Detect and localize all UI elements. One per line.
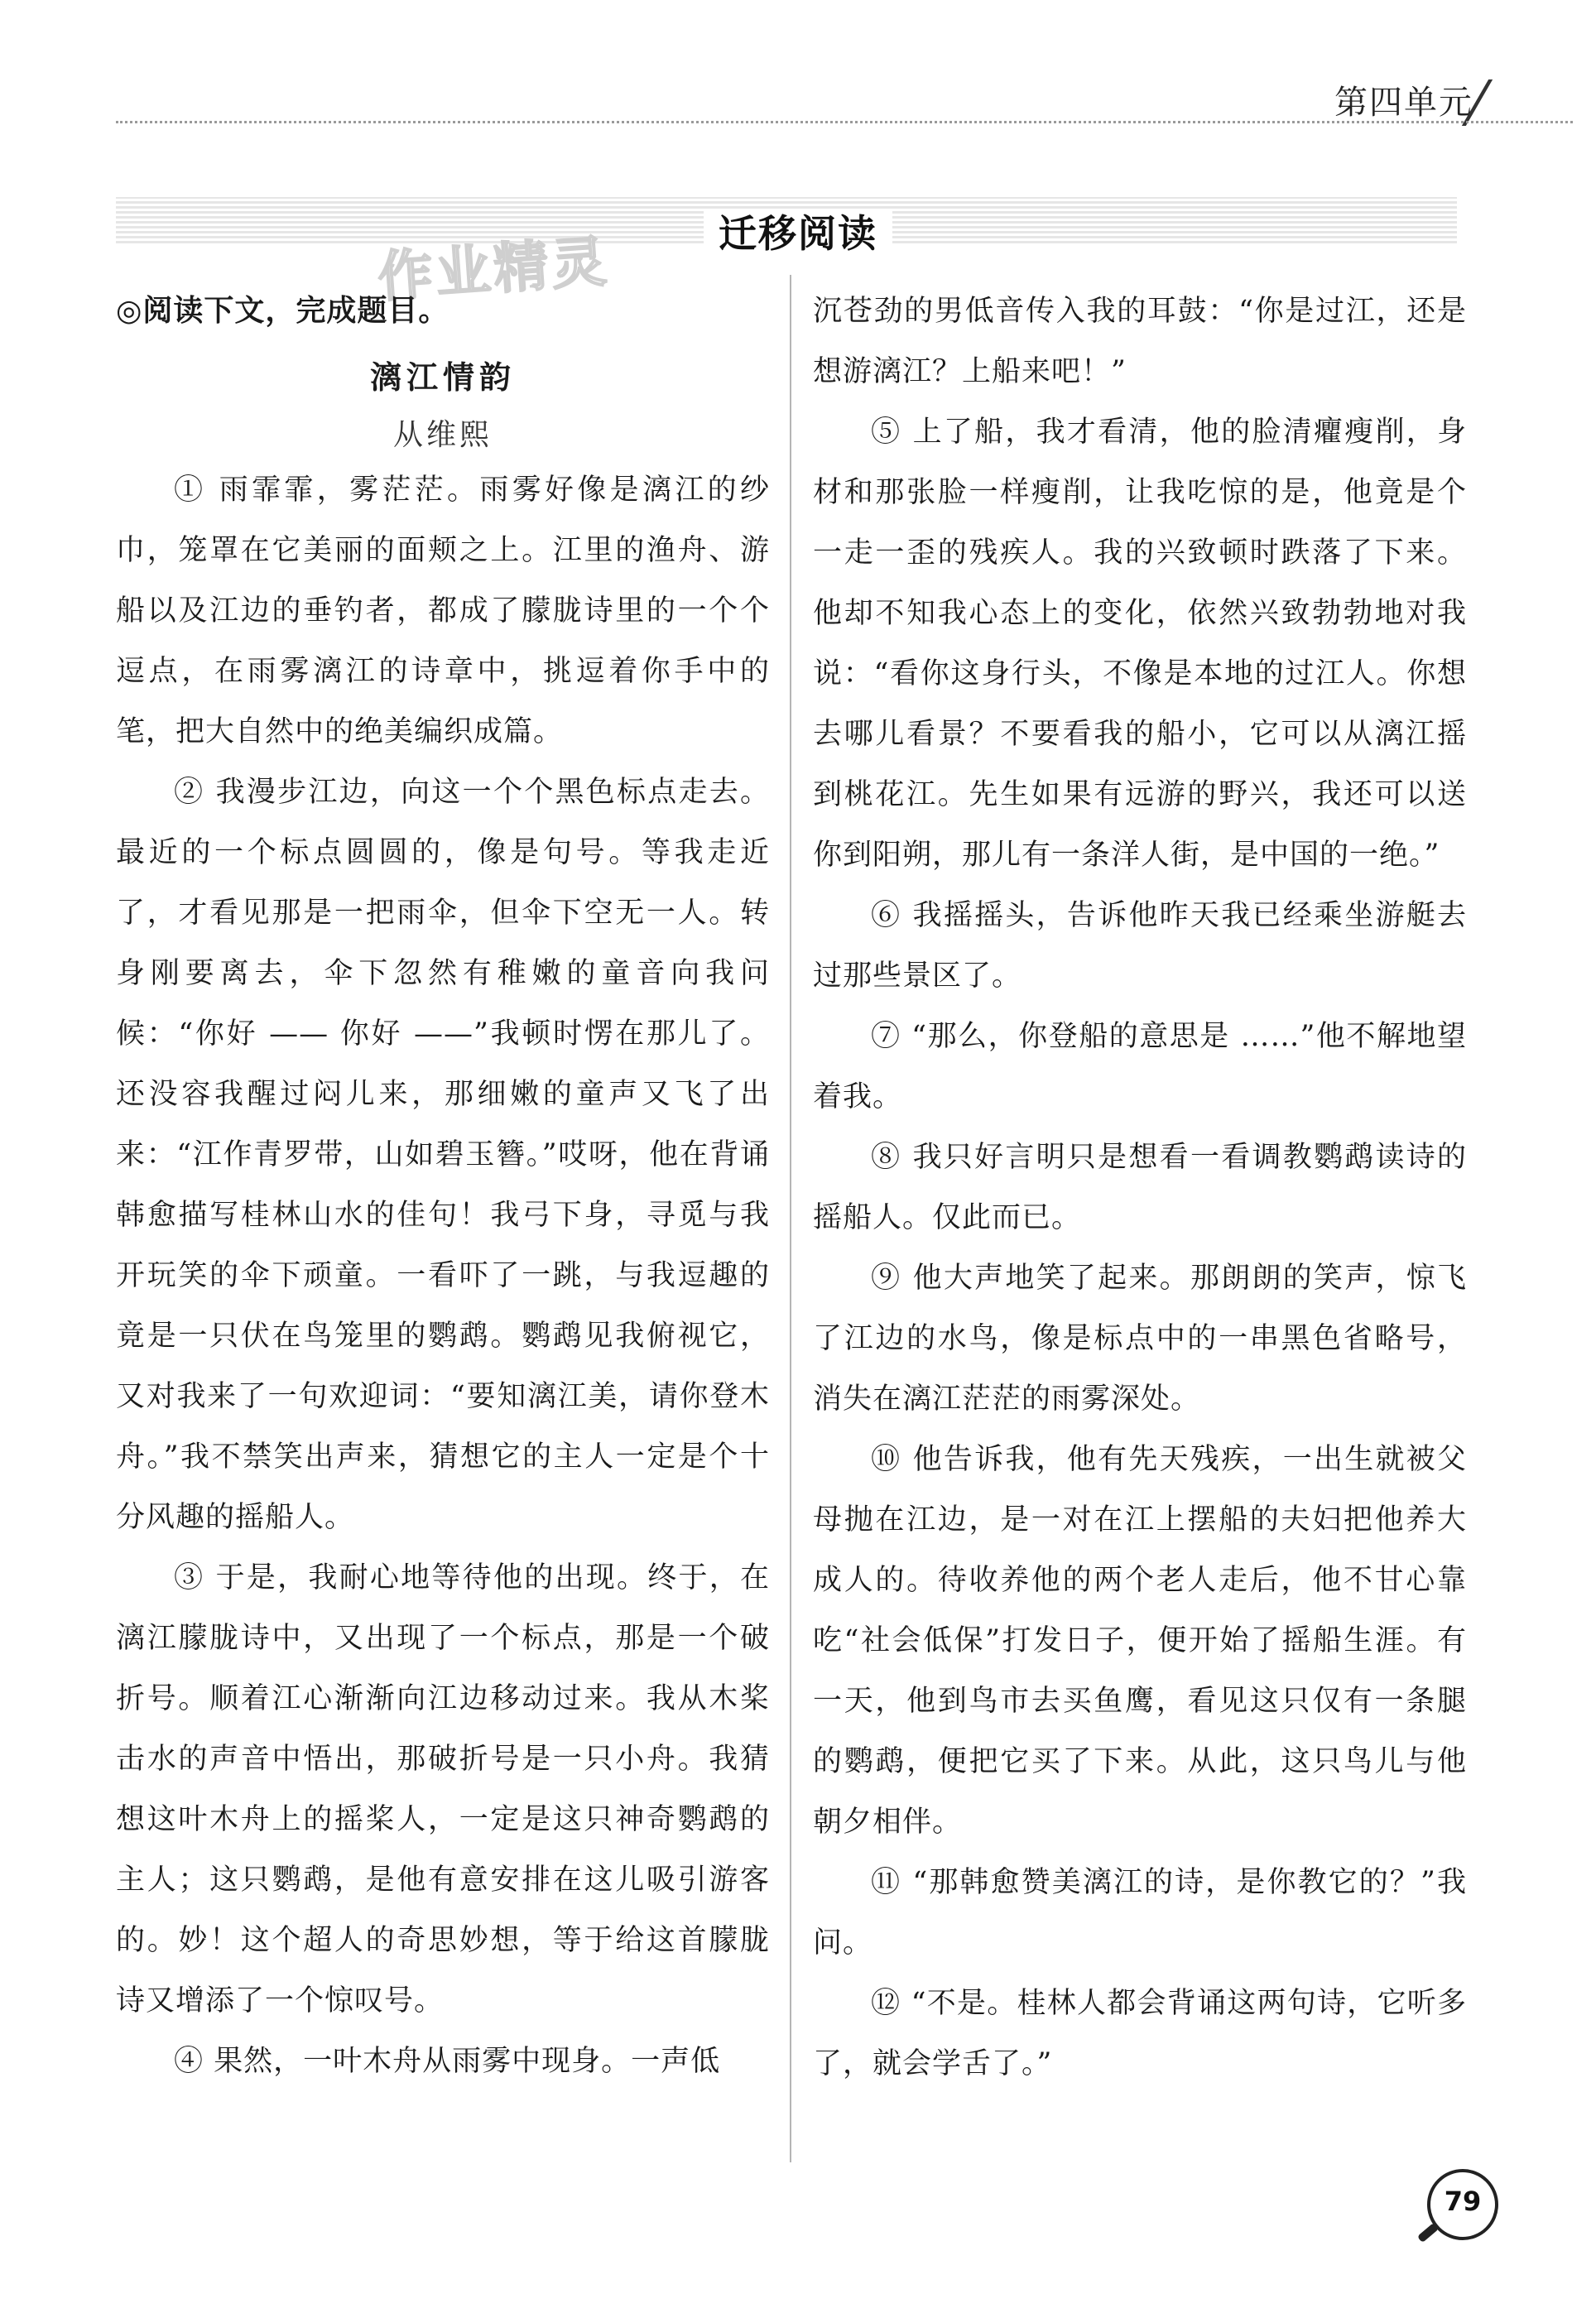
paragraph-6: ⑥ 我摇摇头，告诉他昨天我已经乘坐游艇去过那些景区了。 (813, 899, 1467, 993)
header-divider (116, 121, 1573, 123)
article-author: 从维熙 (392, 418, 493, 452)
paragraph-5: ⑤ 上了船，我才看清，他的脸清癯瘦削，身材和那张脸一样瘦削，让我吃惊的是，他竟是个一走一歪的残疾人。我的兴致顿时跌落了下来。他却不知我心态上的变化，依然兴致勃勃地对我说：“看你这身行头，不像是本地的过江人。你想去哪儿看景？不要看我的船小，它可以从漓江摇到桃花江。先生如果有远游的野兴，我还可以送你到阳朔，那儿有一条洋人街，是中国的一绝。” (813, 416, 1467, 872)
paragraph-4-continued: 沉苍劲的男低音传入我的耳鼓：“你是过江，还是想游漓江？上船来吧！” (813, 295, 1467, 388)
page-number: 79 (1444, 2186, 1482, 2217)
paragraph-1: ① 雨霏霏，雾茫茫。雨雾好像是漓江的纱巾，笼罩在它美丽的面颊之上。江里的渔舟、游船以及江边的垂钓者，都成了朦胧诗里的一个个逗点，在雨雾漓江的诗章中，挑逗着你手中的笔，把大自然中的绝美编织成篇。 (116, 474, 770, 748)
paragraph-10: ⑩ 他告诉我，他有先天残疾，一出生就被父母抛在江边，是一对在江上摆船的夫妇把他养大成人的。待收养他的两个老人走后，他不甘心靠吃“社会低保”打发日子，便开始了摇船生涯。有一天，他到鸟市去买鱼鹰，看见这只仅有一条腿的鹦鹉，便把它买了下来。从此，这只鸟儿与他朝夕相伴。 (813, 1443, 1467, 1839)
watermark-logo: 作业精灵 (376, 229, 612, 310)
paragraph-4-start: ④ 果然，一叶木舟从雨雾中现身。一声低 (174, 2045, 721, 2078)
column-divider (790, 275, 791, 2162)
paragraph-2: ② 我漫步江边，向这一个个黑色标点走去。最近的一个标点圆圆的，像是句号。等我走近了，才看见那是一把雨伞，但伞下空无一人。转身刚要离去，伞下忽然有稚嫩的童音向我问候：“你好 —— 你好 ——”我顿时愣在那儿了。还没容我醒过闷儿来，那细嫩的童声又飞了出来：“江作青罗带，山如碧玉簪。”哎呀，他在背诵韩愈描写桂林山水的佳句！我弓下身，寻觅与我开玩笑的伞下顽童。一看吓了一跳，与我逗趣的竟是一只伏在鸟笼里的鹦鹉。鹦鹉见我俯视它，又对我来了一句欢迎词：“要知漓江美，请你登木舟。”我不禁笑出声来，猜想它的主人一定是个十分风趣的摇船人。 (116, 776, 770, 1534)
paragraph-8: ⑧ 我只好言明只是想看一看调教鹦鹉读诗的摇船人。仅此而已。 (813, 1141, 1467, 1234)
left-column (116, 281, 770, 2092)
paragraph-12: ⑫ “不是。桂林人都会背诵这两句诗，它听多了，就会学舌了。” (813, 1987, 1467, 2080)
section-title (0, 204, 1596, 258)
instruction-text: ◎阅读下文，完成题目。 (116, 294, 449, 328)
section-title-text: 迁移阅读 (704, 211, 892, 256)
paragraph-3: ③ 于是，我耐心地等待他的出现。终于，在漓江朦胧诗中，又出现了一个标点，那是一个破折号。顺着江心渐渐向江边移动过来。我从木桨击水的声音中悟出，那破折号是一只小舟。我猜想这叶木舟上的摇桨人，一定是这只神奇鹦鹉的主人；这只鹦鹉，是他有意安排在这儿吸引游客的。妙！这个超人的奇思妙想，等于给这首朦胧诗又增添了一个惊叹号。 (116, 1561, 770, 2017)
page-number-badge-tail (1417, 2223, 1439, 2243)
right-column (813, 281, 1467, 2094)
article-title: 漓江情韵 (369, 358, 516, 396)
paragraph-11: ⑪ “那韩愈赞美漓江的诗，是你教它的？”我问。 (813, 1866, 1467, 1960)
paragraph-7: ⑦ “那么，你登船的意思是 ……”他不解地望着我。 (813, 1020, 1467, 1113)
unit-label: 第四单元 (1334, 84, 1473, 122)
paragraph-9: ⑨ 他大声地笑了起来。那朗朗的笑声，惊飞了江边的水鸟，像是标点中的一串黑色省略号，消失在漓江茫茫的雨雾深处。 (813, 1262, 1467, 1416)
